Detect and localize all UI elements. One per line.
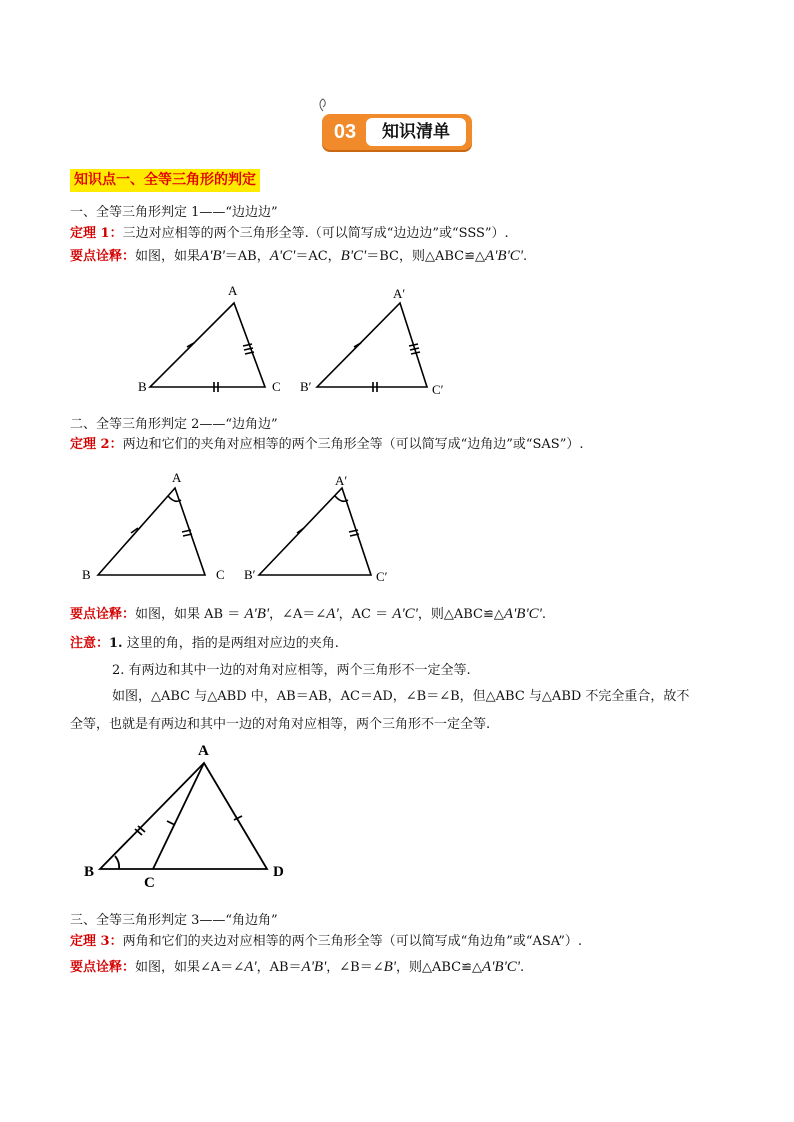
sss-heading: 一、全等三角形判定 1——“边边边” [70,205,278,220]
note-math: B'C' [340,248,367,264]
note-math: A'B'C' [503,606,542,622]
figure-sss [130,278,460,400]
note-math: A'C' [269,248,296,264]
vertex-label: A′ [393,286,406,301]
note-text: 如图，如果 AB ＝ [135,607,245,622]
vertex-label: B [138,379,147,394]
asa-theorem [70,930,582,949]
vertex-label: C′ [376,569,388,584]
pin-icon [318,98,328,112]
note-text: 如图，如果∠A＝∠ [135,960,245,975]
note-text: ，则△ABC≌△ [396,960,483,975]
note-text: 如图，如果 [135,249,201,264]
attention-label: 注意： [70,636,110,651]
vertex-label: C [272,379,281,394]
figure-ssa-counterexample [80,738,300,888]
note-text: . [523,249,528,264]
note-text: . [541,607,547,622]
note-text: ＝AB， [224,249,270,264]
vertex-label: C [144,875,155,888]
sss-note [70,245,527,265]
note-math: A'B'C' [482,959,520,975]
vertex-label: C′ [432,382,444,397]
sas-theorem [70,433,584,452]
attention-1 [70,632,339,651]
asa-heading: 三、全等三角形判定 3——“角边角” [70,913,278,928]
vertex-label: A [198,743,209,759]
attention-3a: 如图，△ABC 与△ABD 中，AB＝AB，AC＝AD，∠B＝∠B，但△ABC 与△ABD 不完全重合，故不 [112,689,690,704]
attention-2: 2. 有两边和其中一边的对角对应相等，两个三角形不一定全等. [112,663,471,678]
attention-number: 1. [109,636,123,651]
sas-heading: 二、全等三角形判定 2——“边角边” [70,417,278,432]
vertex-label: D [273,864,284,880]
note-math: A'B' [200,248,225,264]
attention-3b: 全等，也就是有两边和其中一边的对角对应相等，两个三角形不一定全等. [70,717,491,732]
note-math: B' [383,959,396,975]
note-text: . [520,960,525,975]
vertex-label: A′ [335,473,348,488]
theorem-label: 定理 3： [70,934,123,949]
note-math: A'B'C' [485,248,523,264]
figure-sas [76,468,406,588]
vertex-label: C [216,567,225,582]
note-text: ，∠A＝∠ [269,607,327,622]
note-text: ＝AC， [295,249,341,264]
note-math: A'B' [301,959,327,975]
note-label: 要点诠释： [70,249,136,264]
note-text: ，则△ABC≌△ [417,607,504,622]
vertex-label: B [84,864,95,880]
section-badge [322,114,472,150]
note-text: ，∠B＝∠ [326,960,384,975]
vertex-label: A [228,283,238,298]
vertex-label: B [82,567,91,582]
sss-theorem [70,222,509,241]
note-text: ，AC ＝ [338,607,393,622]
note-text: ，AB＝ [256,960,302,975]
theorem-text: 两边和它们的夹角对应相等的两个三角形全等（可以简写成“边角边”或“SAS”）. [122,437,584,452]
theorem-label: 定理 2： [70,437,123,452]
note-text: ＝BC，则△ABC≌△ [366,249,486,264]
vertex-label: B′ [300,379,312,394]
asa-note [70,956,524,976]
note-label: 要点诠释： [70,960,136,975]
attention-text: 这里的角，指的是两组对应边的夹角. [122,636,339,651]
note-label: 要点诠释： [70,607,136,622]
note-math: A'B' [244,606,270,622]
note-math: A' [244,959,257,975]
theorem-text: 三边对应相等的两个三角形全等.（可以简写成“边边边”或“SSS”）. [122,226,509,241]
sas-note [70,603,546,623]
theorem-text: 两角和它们的夹边对应相等的两个三角形全等（可以简写成“角边角”或“ASA”）. [122,934,583,949]
badge-number: 03 [333,121,357,143]
section-title: 知识点一、全等三角形的判定 [70,169,260,192]
vertex-label: B′ [244,567,256,582]
note-math: A' [326,606,339,622]
note-math: A'C' [392,606,418,622]
theorem-label: 定理 1： [70,226,123,241]
vertex-label: A [172,470,182,485]
badge-title: 知识清单 [366,118,466,146]
angle-arc [115,856,119,869]
